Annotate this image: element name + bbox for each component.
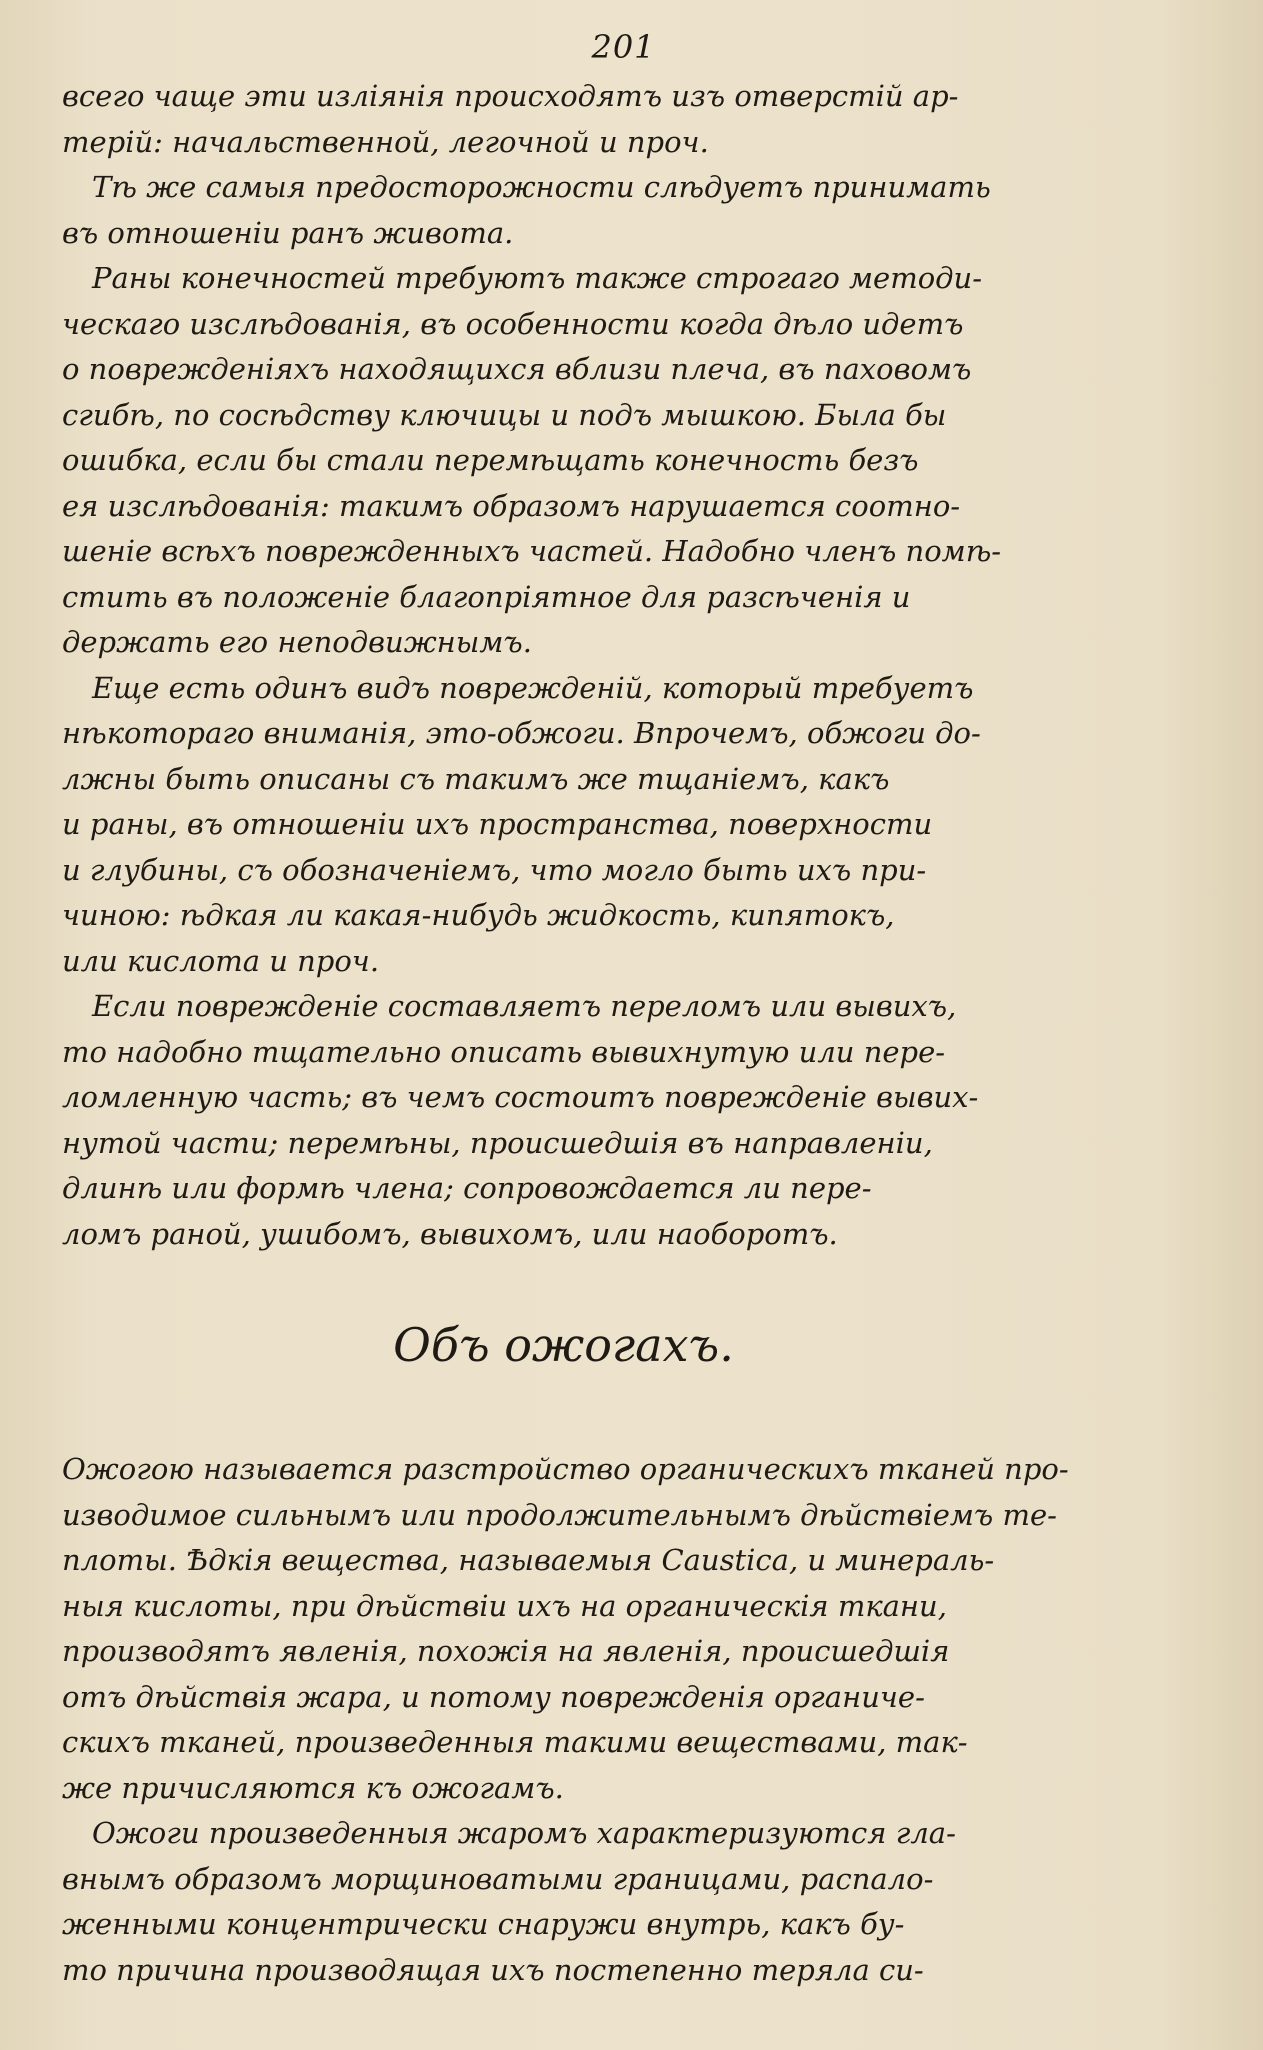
text-line: о поврежденіяхъ находящихся вблизи плеча, въ паховомъ — [62, 352, 972, 386]
text-line: Раны конечностей требуютъ также строгаго методи- — [92, 261, 983, 295]
text-line: Ожоги произведенныя жаромъ характеризуются гла- — [92, 1816, 956, 1850]
text-line: то надобно тщательно описать вывихнутую или пере- — [62, 1034, 946, 1069]
text-line: шеніе всѣхъ поврежденныхъ частей. Надобно членъ помѣ- — [62, 534, 1002, 568]
text-line: ческаго изслѣдованія, въ особенности когда дѣло идетъ — [62, 306, 964, 341]
text-line: чиною: ѣдкая ли какая-нибудь жидкость, кипятокъ, — [62, 898, 895, 932]
text-line: женными концентрически снаружи внутрь, какъ бу- — [62, 1907, 905, 1941]
text-line: нѣкотораго вниманія, это-обжоги. Впрочемъ, обжоги до- — [62, 716, 981, 750]
text-line: ея изслѣдованія: такимъ образомъ нарушается соотно- — [62, 488, 961, 523]
text-line: и глубины, съ обозначеніемъ, что могло быть ихъ при- — [62, 852, 927, 887]
text-block-before-heading — [62, 74, 1185, 1257]
text-line: Еще есть одинъ видъ поврежденій, который требуетъ — [92, 670, 974, 705]
text-line: лжны быть описаны съ такимъ же тщаніемъ, какъ — [62, 761, 890, 796]
text-line: то причина производящая ихъ постепенно теряла си- — [62, 1952, 924, 1987]
text-line: ошибка, если бы стали перемѣщать конечность безъ — [62, 443, 919, 477]
text-line: скихъ тканей, произведенныя такими веществами, так- — [62, 1725, 968, 1759]
text-line: и раны, въ отношеніи ихъ пространства, поверхности — [62, 807, 933, 841]
text-line: длинѣ или формѣ члена; сопровождается ли пере- — [62, 1171, 872, 1205]
page-number: 201 — [591, 28, 656, 66]
text-block-after-heading — [62, 1447, 1185, 1993]
text-line: ломъ раной, ушибомъ, вывихомъ, или наоборотъ. — [62, 1216, 838, 1251]
text-line: ломленную часть; въ чемъ состоитъ поврежденіе вывих- — [62, 1080, 979, 1114]
text-line: нутой части; перемѣны, происшедшія въ направленіи, — [62, 1125, 933, 1160]
text-line: Если поврежденіе составляетъ переломъ или вывихъ, — [92, 989, 957, 1023]
text-line: Тѣ же самыя предосторожности слѣдуетъ принимать — [92, 170, 991, 204]
section-heading: Объ ожогахъ. — [393, 1318, 734, 1372]
text-line: изводимое сильнымъ или продолжительнымъ дѣйствіемъ те- — [62, 1497, 1057, 1532]
text-line: Ожогою называется разстройство органическихъ тканей про- — [62, 1452, 1069, 1486]
text-line: держать его неподвижнымъ. — [62, 625, 532, 659]
text-line: сгибѣ, по сосѣдству ключицы и подъ мышкою. Была бы — [62, 397, 947, 432]
text-line: же причисляются къ ожогамъ. — [62, 1770, 564, 1805]
text-line: внымъ образомъ морщиноватыми границами, распало- — [62, 1861, 934, 1896]
text-line: или кислота и проч. — [62, 943, 380, 978]
text-line: плоты. Ѣдкія вещества, называемыя Caustica, и минераль- — [62, 1543, 995, 1577]
text-line: производятъ явленія, похожія на явленія, происшедшія — [62, 1634, 950, 1668]
text-line: ныя кислоты, при дѣйствіи ихъ на органическія ткани, — [62, 1588, 947, 1623]
text-line: терій: начальственной, легочной и проч. — [62, 124, 709, 159]
text-line: въ отношеніи ранъ живота. — [62, 215, 514, 250]
text-line: всего чаще эти изліянія происходятъ изъ отверстій ар- — [62, 79, 959, 113]
text-line: стить въ положеніе благопріятное для разсѣченія и — [62, 579, 911, 614]
text-line: отъ дѣйствія жара, и потому поврежденія органиче- — [62, 1679, 925, 1714]
